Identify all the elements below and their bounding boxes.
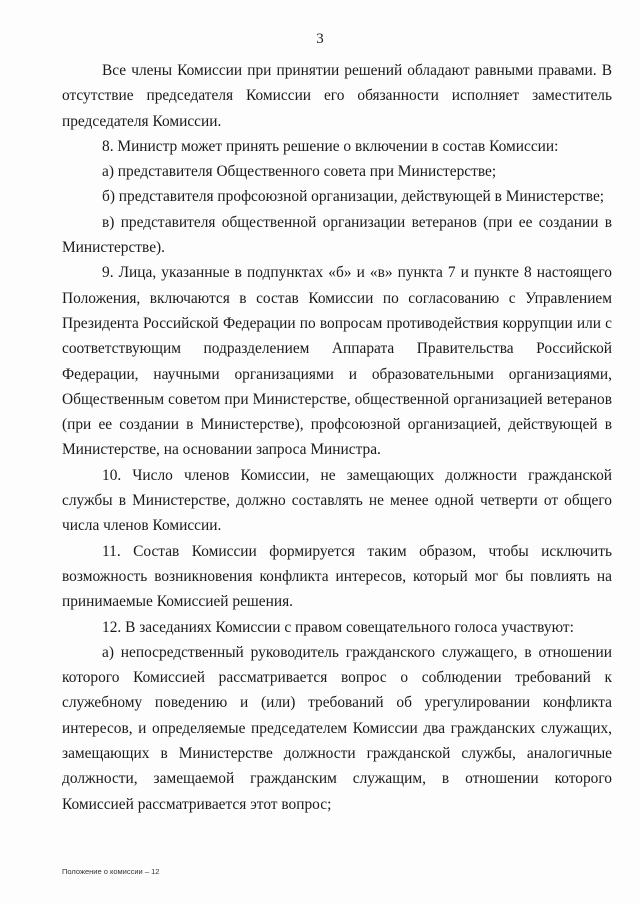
paragraph-9: 9. Лица, указанные в подпунктах «б» и «в» пункта 7 и пункте 8 настоящего Положения, включаются в состав Комиссии по согласованию с Управлением Президента Российской Федерации по вопросам противодействия коррупции или с соответствующим подразделением Аппарата Правительства Российской Федерации, научными организациями и образовательными организациями, Общественным советом при Министерстве, общественной организацией ветеранов (при ее создании в Министерстве), профсоюзной организацией, действующей в Министерстве, на основании запроса Министра. — [62, 264, 612, 459]
document-body — [62, 58, 612, 817]
paragraph-12: 12. В заседаниях Комиссии с правом совещательного голоса участвуют: — [102, 618, 574, 636]
paragraph-8b: б) представителя профсоюзной организации, действующей в Министерстве; — [102, 188, 605, 206]
footer-document-name: Положение о комиссии – 12 — [62, 867, 160, 876]
paragraph-8a: а) представителя Общественного совета при Министерстве; — [102, 163, 497, 181]
paragraph-equal-rights: Все члены Комиссии при принятии решений обладают равными правами. В отсутствие председателя Комиссии его обязанности исполняет заместитель председателя Комиссии. — [62, 62, 612, 130]
paragraph-8: 8. Министр может принять решение о включении в состав Комиссии: — [102, 137, 559, 155]
paragraph-10: 10. Число членов Комиссии, не замещающих должности гражданской службы в Министерстве, должно составлять не менее одной четверти от общего числа членов Комиссии. — [62, 466, 612, 535]
paragraph-12a: а) непосредственный руководитель гражданского служащего, в отношении которого Комиссией рассматривается вопрос о соблюдении требований к служебному поведению и (или) требований об урегулировании конфликта интересов, и определяемые председателем Комиссии два гражданских служащих, замещающих в Министерстве должности гражданской службы, аналогичные должности, замещаемой гражданским служащим, в отношении которого Комиссией рассматривается этот вопрос; — [62, 643, 612, 813]
paragraph-11: 11. Состав Комиссии формируется таким образом, чтобы исключить возможность возникновения конфликта интересов, который мог бы повлиять на принимаемые Комиссией решения. — [62, 542, 612, 611]
paragraph-8v: в) представителя общественной организации ветеранов (при ее создании в Министерстве). — [62, 213, 612, 257]
page-number: 3 — [316, 31, 324, 47]
